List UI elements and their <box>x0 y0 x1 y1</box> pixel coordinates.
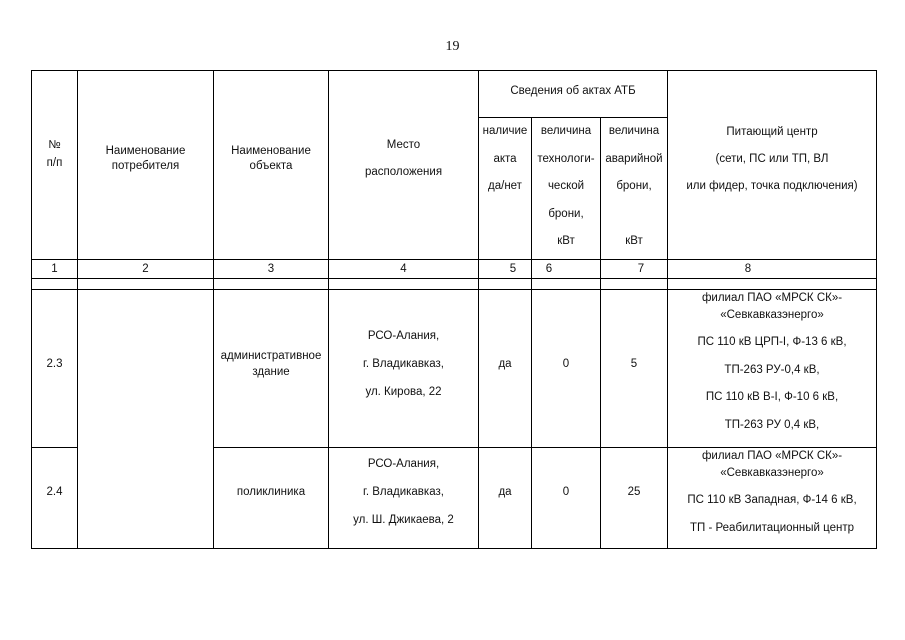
column-number-cell <box>479 260 532 279</box>
object-cell <box>214 290 329 448</box>
header-power-center-cell <box>668 71 877 260</box>
spacer-cell <box>668 279 877 290</box>
header-num-cell <box>32 71 78 260</box>
header-emergency-reserve-cell <box>601 118 668 260</box>
header-location-label: Место расположения <box>364 139 443 178</box>
column-number: 3 <box>267 263 275 275</box>
power-center-line: ТП-263 РУ-0,4 кВ, <box>724 363 820 376</box>
column-number: 7 <box>637 263 645 275</box>
column-number: 5 <box>509 263 517 275</box>
act-value: да <box>498 357 512 370</box>
emergency-reserve-cell <box>601 448 668 549</box>
power-center-line: филиал ПАО «МРСК СК»- «Севкавказэнерго» <box>701 292 843 321</box>
spacer-cell <box>78 279 214 290</box>
location-cell <box>329 290 479 448</box>
header-power-center-label: Питающий центр (сети, ПС или ТП, ВЛ или фидер, точка подключения) <box>686 125 858 192</box>
spacer-cell <box>32 279 78 290</box>
act-cell <box>479 448 532 549</box>
spacer-cell <box>532 279 601 290</box>
row-num-cell <box>32 290 78 448</box>
object-name: поликлиника <box>236 486 306 498</box>
power-center-line: ПС 110 кВ В-I, Ф-10 6 кВ, <box>705 391 839 403</box>
header-act-label: наличие акта да/нет <box>482 125 528 192</box>
power-center-cell <box>668 290 877 448</box>
column-number: 4 <box>400 263 407 275</box>
header-location-cell <box>329 71 479 260</box>
header-atb-group-cell <box>479 71 668 118</box>
row-num: 2.3 <box>46 357 63 370</box>
location-text: РСО-Алания, г. Владикавказ, ул. Ш. Джикаева, 2 <box>353 458 454 526</box>
column-number-cell <box>214 260 329 279</box>
power-center-line: ТП - Реабилитационный центр <box>689 521 854 534</box>
power-center-line: ПС 110 кВ ЦРП-I, Ф-13 6 кВ, <box>697 336 847 348</box>
tech-reserve-value: 0 <box>562 357 570 370</box>
location-text: РСО-Алания, г. Владикавказ, ул. Кирова, 22 <box>363 329 444 398</box>
power-center-line: ПС 110 кВ Западная, Ф-14 6 кВ, <box>687 494 857 506</box>
row-num: 2.4 <box>46 486 63 498</box>
header-consumer-cell <box>78 71 214 260</box>
consumer-cell-merged <box>78 290 214 549</box>
emergency-reserve-value: 25 <box>627 486 641 498</box>
header-consumer-label: Наименование потребителя <box>105 145 186 172</box>
emergency-reserve-cell <box>601 290 668 448</box>
act-value: да <box>498 486 512 498</box>
tech-reserve-value: 0 <box>562 486 570 498</box>
location-cell <box>329 448 479 549</box>
spacer-cell <box>479 279 532 290</box>
column-number-cell <box>329 260 479 279</box>
header-object-label: Наименование объекта <box>231 145 311 172</box>
column-number-cell <box>32 260 78 279</box>
spacer-cell <box>214 279 329 290</box>
spacer-cell <box>601 279 668 290</box>
emergency-reserve-value: 5 <box>630 357 638 370</box>
object-name: административное здание <box>220 349 322 378</box>
column-number-cell <box>78 260 214 279</box>
column-number-cell <box>532 260 601 279</box>
header-act-cell <box>479 118 532 260</box>
object-cell <box>214 448 329 549</box>
header-emergency-reserve-label: величина аварийной брони, кВт <box>605 125 663 247</box>
power-center-line: филиал ПАО «МРСК СК»- «Севкавказэнерго» <box>701 450 843 479</box>
power-center-cell <box>668 448 877 549</box>
column-number: 1 <box>51 263 58 275</box>
header-num-label: № п/п <box>46 139 63 169</box>
column-number-cell <box>601 260 668 279</box>
column-number: 6 <box>545 263 553 275</box>
header-atb-group-label: Сведения об актах АТБ <box>510 84 636 97</box>
page-number: 19 <box>445 39 460 54</box>
power-center-line: ТП-263 РУ 0,4 кВ, <box>724 418 820 431</box>
column-number-cell <box>668 260 877 279</box>
spacer-cell <box>329 279 479 290</box>
header-tech-reserve-label: величина технологи- ческой брони, кВт <box>537 125 595 247</box>
header-object-cell <box>214 71 329 260</box>
data-table <box>31 70 877 549</box>
header-tech-reserve-cell <box>532 118 601 260</box>
row-num-cell <box>32 448 78 549</box>
tech-reserve-cell <box>532 290 601 448</box>
tech-reserve-cell <box>532 448 601 549</box>
act-cell <box>479 290 532 448</box>
column-number: 2 <box>142 263 149 275</box>
column-number: 8 <box>744 263 752 275</box>
